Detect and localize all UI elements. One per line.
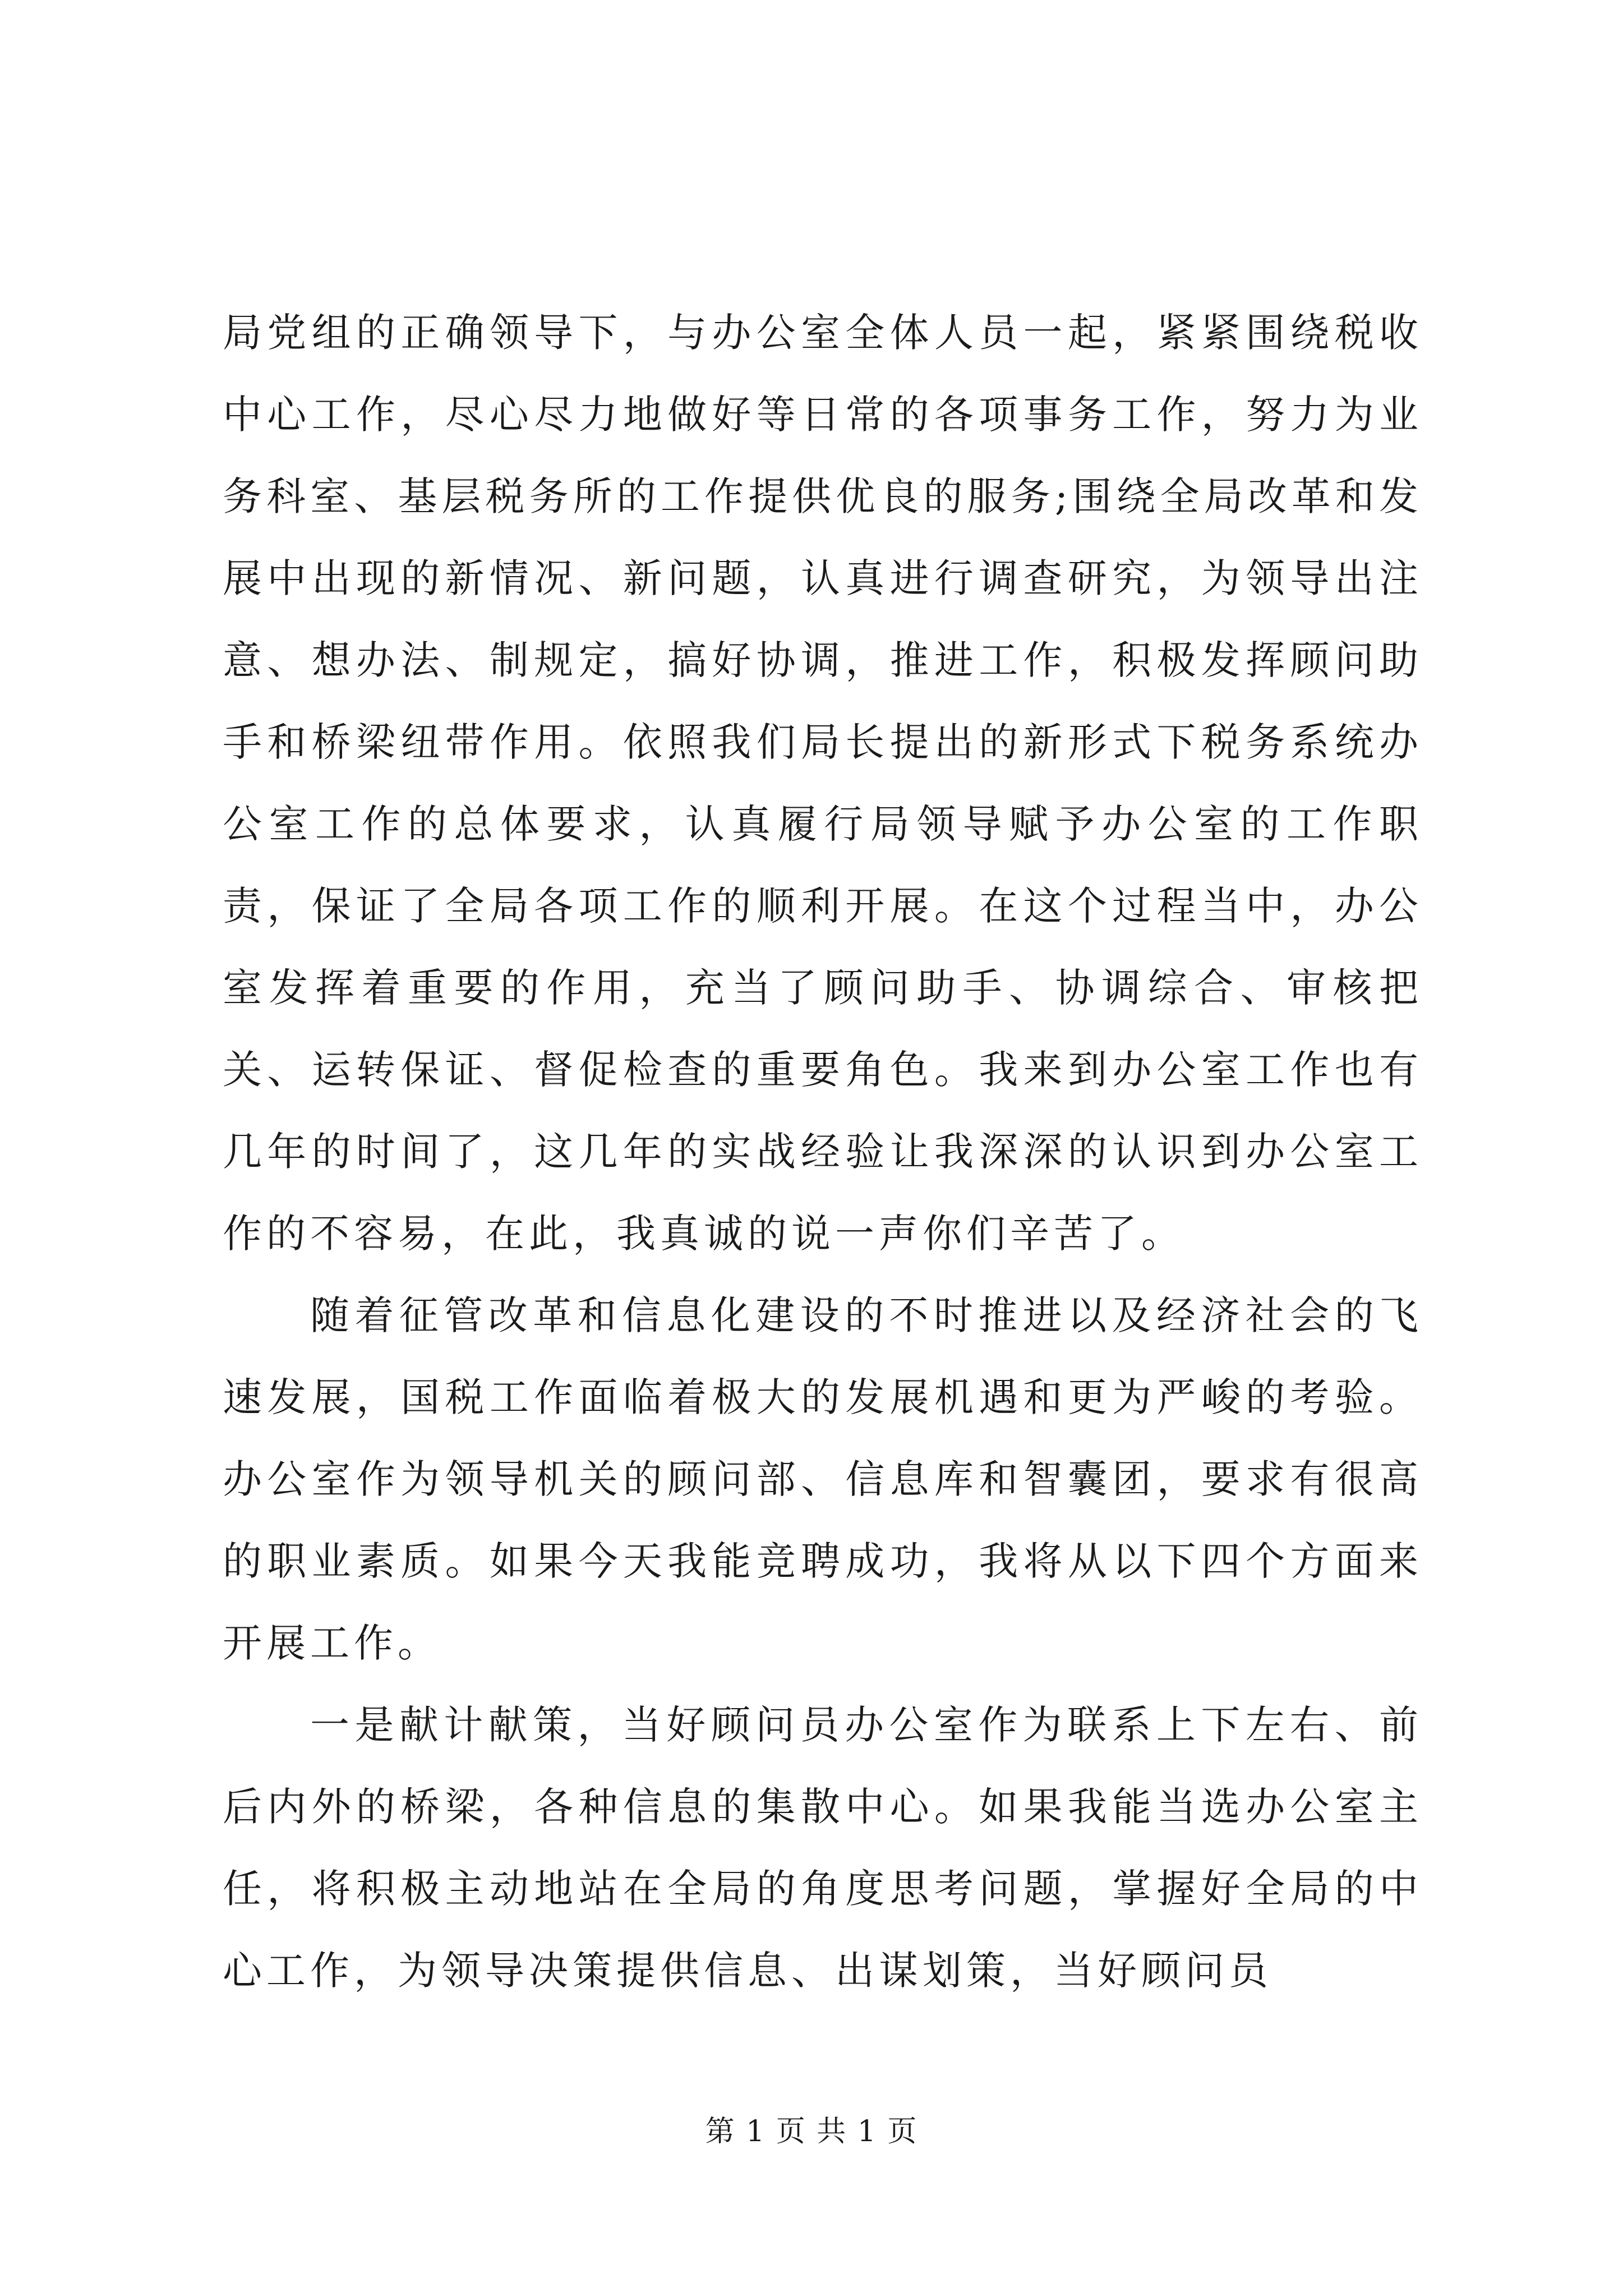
paragraph-3: 一是献计献策，当好顾问员办公室作为联系上下左右、前后内外的桥梁，各种信息的集散中心。如果我能当选办公室主任，将积极主动地站在全局的角度思考问题，掌握好全局的中心工作，为领导决策提供信息、出谋划策，当好顾问员 — [223, 1702, 1423, 1994]
paragraph-2: 随着征管改革和信息化建设的不时推进以及经济社会的飞速发展，国税工作面临着极大的发展机遇和更为严峻的考验。办公室作为领导机关的顾问部、信息库和智囊团，要求有很高的职业素质。如果今天我能竞聘成功，我将从以下四个方面来开展工作。 — [223, 1292, 1423, 1666]
page-footer: 第 1 页 共 1 页 — [705, 2115, 918, 2148]
document-body — [223, 292, 1423, 2012]
paragraph-1: 局党组的正确领导下，与办公室全体人员一起，紧紧围绕税收中心工作，尽心尽力地做好等日常的各项事务工作，努力为业务科室、基层税务所的工作提供优良的服务;围绕全局改革和发展中出现的新情况、新问题，认真进行调查研究，为领导出注意、想办法、制规定，搞好协调，推进工作，积极发挥顾问助手和桥梁纽带作用。依照我们局长提出的新形式下税务系统办公室工作的总体要求，认真履行局领导赋予办公室的工作职责，保证了全局各项工作的顺利开展。在这个过程当中，办公室发挥着重要的作用，充当了顾问助手、协调综合、审核把关、运转保证、督促检查的重要角色。我来到办公室工作也有几年的时间了，这几年的实战经验让我深深的认识到办公室工作的不容易，在此，我真诚的说一声你们辛苦了。 — [223, 310, 1423, 1257]
